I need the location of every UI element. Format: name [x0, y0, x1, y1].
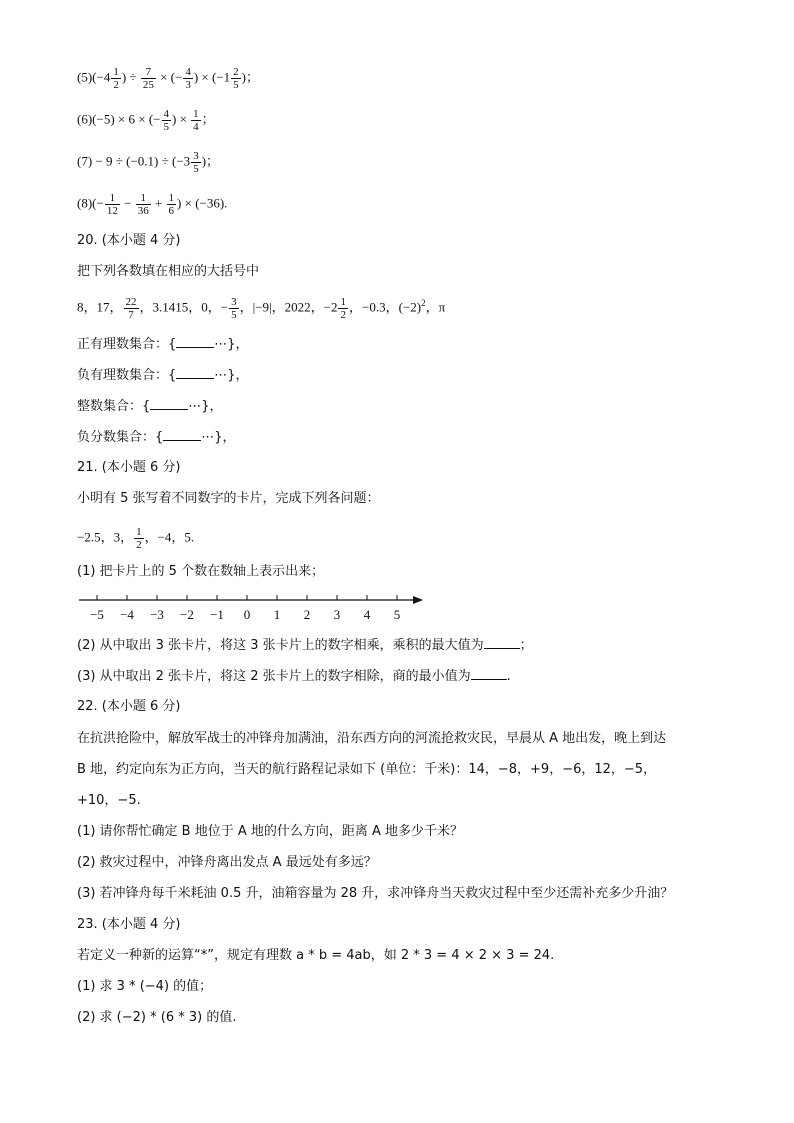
number-line-tick-label: 0 — [243, 607, 251, 622]
question-text: (2) 从中取出 3 张卡片，将这 3 张卡片上的数字相乘，乘积的最大值为 — [77, 638, 484, 653]
denominator: 6 — [168, 205, 175, 217]
expr-part: (− — [92, 195, 104, 211]
fraction — [124, 296, 139, 321]
number-line-tick-label: −2 — [180, 607, 194, 622]
answer-blank[interactable] — [176, 366, 214, 379]
cards-part: ，−4，5. — [144, 529, 195, 545]
set-positive-rational — [77, 335, 249, 354]
set-label: 负有理数集合：{ — [77, 368, 177, 383]
q23-sub1: (1) 求 3 * (−4) 的值； — [77, 979, 213, 994]
fraction — [183, 66, 193, 91]
q22-sub1: (1) 请你帮忙确定 B 地位于 A 地的什么方向，距离 A 地多少千米？ — [77, 824, 464, 839]
number-line-tick-label: 2 — [303, 607, 311, 622]
problem-label: (8) — [77, 195, 93, 211]
q21-cards — [77, 526, 194, 551]
fraction — [338, 296, 348, 321]
problem-5 — [77, 66, 259, 91]
question-end: . — [506, 669, 511, 684]
set-integer — [77, 397, 223, 416]
expr-part: − — [120, 195, 135, 211]
denominator: 5 — [233, 79, 239, 91]
problem-label: (6) — [77, 111, 93, 127]
set-negative-fraction — [77, 428, 236, 447]
set-tail: ⋯}， — [214, 368, 249, 383]
q22-text-2: B 地，约定向东为正方向，当天的航行路程记录如下 (单位：千米)：14，−8，+9，−6，12，−5， — [77, 762, 657, 777]
answer-blank[interactable] — [484, 636, 520, 649]
number-line-tick-label: 1 — [273, 607, 281, 622]
denominator: 36 — [137, 205, 149, 217]
set-tail: ⋯}， — [188, 399, 223, 414]
fraction — [105, 192, 120, 217]
denominator: 2 — [340, 308, 346, 321]
question-text: (3) 从中取出 2 张卡片，将这 2 张卡片上的数字相除，商的最小值为 — [77, 669, 471, 684]
denominator: 12 — [106, 205, 118, 217]
answer-blank[interactable] — [176, 335, 214, 348]
numerator: 7 — [141, 66, 156, 79]
expr-part: )； — [201, 153, 220, 169]
set-label: 负分数集合：{ — [77, 430, 164, 445]
answer-blank[interactable] — [163, 428, 201, 441]
fraction — [167, 192, 177, 217]
fraction — [162, 108, 172, 133]
expr-part: ) × (−1 — [193, 69, 231, 85]
q21-sub2 — [77, 636, 533, 655]
numerator: 1 — [105, 192, 120, 205]
expr-part: ； — [201, 111, 215, 127]
q23-intro: 若定义一种新的运算“*”，规定有理数 a * b = 4ab，如 2 * 3 = 4 × 2 × 3 = 24. — [77, 948, 555, 963]
fraction — [229, 296, 239, 321]
fraction — [111, 66, 121, 91]
number-line-tick-label: 4 — [363, 607, 371, 622]
q22-sub2: (2) 救灾过程中，冲锋舟离出发点 A 最远处有多远？ — [77, 855, 377, 870]
set-label: 正有理数集合：{ — [77, 337, 177, 352]
denominator: 3 — [185, 79, 191, 91]
denominator: 25 — [142, 79, 154, 91]
question-end: ； — [519, 638, 533, 653]
numerator: 1 — [340, 295, 346, 308]
expr-part: × (− — [156, 69, 183, 85]
exponent: 2 — [421, 298, 426, 308]
numerator: 1 — [168, 192, 175, 204]
fraction — [136, 192, 151, 217]
problem-label: (5) — [77, 69, 93, 85]
numerator: 3 — [231, 295, 237, 308]
q21-header: 21. (本小题 6 分) — [77, 460, 181, 475]
set-tail: ⋯}， — [214, 337, 249, 352]
denominator: 4 — [193, 121, 199, 133]
denominator: 2 — [113, 79, 119, 91]
number-list-part: ，π — [425, 299, 446, 315]
number-line-tick-label: 5 — [393, 607, 401, 622]
q21-sub1: (1) 把卡片上的 5 个数在数轴上表示出来； — [77, 564, 325, 579]
q22-text-1: 在抗洪抢险中，解放军战士的冲锋舟加满油，沿东西方向的河流抢救灾民，早晨从 A 地出发，晚上到达 — [77, 731, 667, 746]
number-line-tick-label: −4 — [120, 607, 134, 622]
problem-8 — [77, 192, 227, 217]
number-line-tick-label: −1 — [210, 607, 224, 622]
answer-blank[interactable] — [150, 397, 188, 410]
problem-7 — [77, 150, 219, 175]
numerator: 3 — [193, 150, 199, 162]
q22-text-3: +10，−5. — [77, 793, 141, 808]
set-tail: ⋯}， — [201, 430, 236, 445]
expr-part: )； — [241, 69, 259, 85]
q23-header: 23. (本小题 4 分) — [77, 917, 181, 932]
numerator: 4 — [185, 66, 191, 78]
expr-part: − 9 ÷ (−0.1) ÷ (−3 — [92, 153, 191, 169]
expr-part: ) × — [172, 111, 191, 127]
q23-sub2: (2) 求 (−2) * (6 * 3) 的值. — [77, 1010, 237, 1025]
q20-intro: 把下列各数填在相应的大括号中 — [77, 264, 260, 279]
q21-sub3 — [77, 667, 511, 686]
expr-part: ) ÷ — [121, 69, 140, 85]
number-line-tick-label: −3 — [150, 607, 164, 622]
denominator: 5 — [193, 163, 199, 175]
numerator: 1 — [136, 192, 151, 205]
fraction — [141, 66, 156, 91]
set-label: 整数集合：{ — [77, 399, 151, 414]
answer-blank[interactable] — [471, 667, 507, 680]
numerator: 1 — [136, 526, 142, 538]
denominator: 5 — [163, 121, 169, 133]
arrow-icon — [413, 596, 423, 604]
number-line-tick-label: −5 — [90, 607, 104, 622]
q21-intro: 小明有 5 张写着不同数字的卡片，完成下列各问题： — [77, 491, 380, 506]
problem-label: (7) — [77, 153, 93, 169]
number-list-part: ，3.1415，0，− — [139, 299, 229, 315]
denominator: 7 — [128, 308, 134, 321]
numerator: 1 — [113, 66, 119, 78]
cards-part: −2.5，3， — [77, 529, 134, 545]
q22-header: 22. (本小题 6 分) — [77, 699, 181, 714]
number-line-tick-label: 3 — [333, 607, 341, 622]
expr-part: + — [151, 195, 166, 211]
q20-numbers — [77, 294, 445, 321]
q22-sub3: (3) 若冲锋舟每千米耗油 0.5 升，油箱容量为 28 升，求冲锋舟当天救灾过程中至少还需补充多少升油？ — [77, 886, 674, 901]
fraction — [191, 150, 201, 175]
denominator: 2 — [136, 539, 142, 551]
numerator: 2 — [233, 66, 239, 78]
expr-part: ) × (−36). — [177, 195, 228, 211]
set-negative-rational — [77, 366, 249, 385]
fraction — [134, 526, 144, 551]
number-list-part: 8，17， — [77, 299, 123, 315]
number-list-part: ，|−9|，2022，−2 — [239, 299, 338, 315]
numerator: 22 — [125, 295, 137, 308]
expr-part: (−4 — [92, 69, 111, 85]
denominator: 5 — [231, 308, 237, 321]
numerator: 1 — [193, 108, 199, 120]
number-line — [77, 590, 437, 624]
fraction — [231, 66, 241, 91]
q20-header: 20. (本小题 4 分) — [77, 233, 181, 248]
number-list-part: ，−0.3，(−2) — [348, 299, 422, 315]
expr-part: (−5) × 6 × (− — [92, 111, 161, 127]
numerator: 4 — [163, 108, 169, 120]
problem-6 — [77, 108, 215, 133]
fraction — [191, 108, 201, 133]
